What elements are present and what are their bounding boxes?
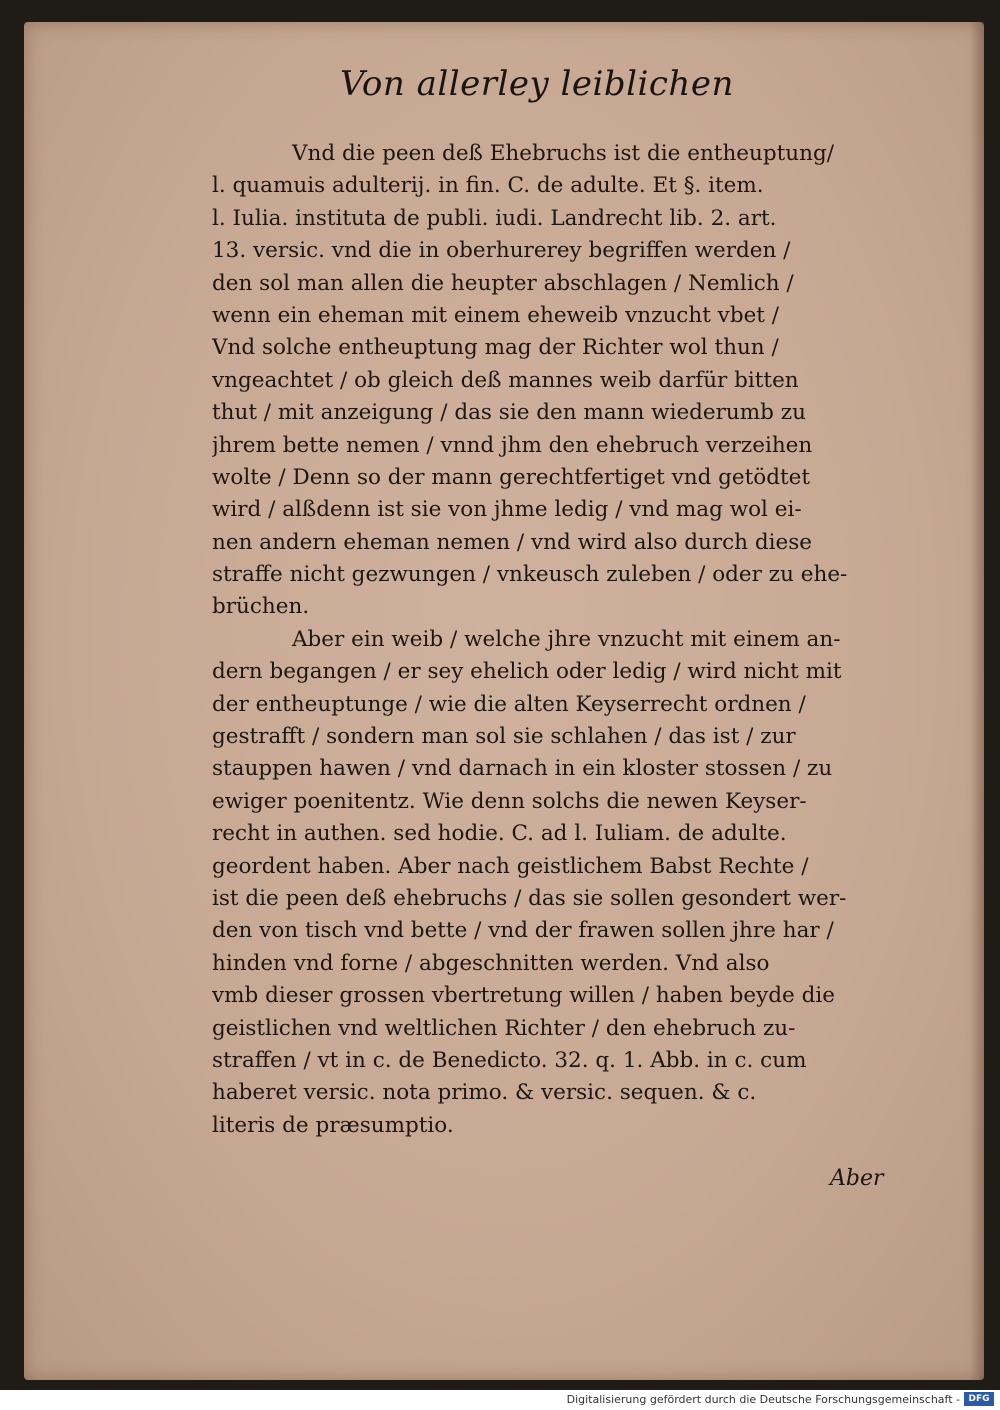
text-line: wird / alßdenn ist sie von jhme ledig / vnd mag wol ei- (212, 497, 802, 523)
text-line: thut / mit anzeigung / das sie den mann wiederumb zu (212, 400, 806, 426)
text-line: ewiger poenitentz. Wie denn solchs die newen Keyser- (212, 788, 807, 814)
text-line: literis de præsumptio. (212, 1112, 454, 1138)
text-line: Vnd solche entheuptung mag der Richter wol thun / (212, 335, 779, 361)
text-line: l. Iulia. instituta de publi. iudi. Landrecht lib. 2. art. (212, 205, 777, 231)
text-line: geordent haben. Aber nach geistlichem Babst Rechte / (212, 853, 809, 879)
text-line: wenn ein eheman mit einem eheweib vnzucht vbet / (212, 302, 780, 328)
footer-credit: Digitalisierung gefördert durch die Deutsche Forschungsgemeinschaft - (566, 1393, 960, 1406)
text-line: hinden vnd forne / abgeschnitten werden. Vnd also (212, 950, 770, 976)
text-line: ist die peen deß ehebruchs / das sie sollen gesondert wer- (212, 885, 847, 911)
text-line: haberet versic. nota primo. & versic. sequen. & c. (212, 1080, 757, 1106)
text-line: wolte / Denn so der mann gerechtfertiget vnd getödtet (212, 464, 811, 490)
text-line: der entheuptunge / wie die alten Keyserrecht ordnen / (212, 691, 806, 717)
page-edge-shadow (970, 22, 984, 1380)
text-line: brüchen. (212, 594, 310, 620)
text-line: recht in authen. sed hodie. C. ad l. Iuliam. de adulte. (212, 821, 787, 847)
text-line: dern begangen / er sey ehelich oder ledig / wird nicht mit (212, 659, 842, 685)
dfg-logo: DFG (964, 1392, 994, 1406)
page-header: Von allerley leiblichen (340, 64, 734, 104)
text-line: nen andern eheman nemen / vnd wird also durch diese (212, 529, 812, 555)
text-line: Aber ein weib / welche jhre vnzucht mit einem an- (292, 626, 841, 652)
text-line: vngeachtet / ob gleich deß mannes weib darfür bitten (212, 367, 799, 393)
text-line: den von tisch vnd bette / vnd der frawen sollen jhre har / (212, 918, 834, 944)
text-line: vmb dieser grossen vbertretung willen / haben beyde die (212, 983, 835, 1009)
catchword: Aber (830, 1166, 884, 1191)
text-line: stauppen hawen / vnd darnach in ein kloster stossen / zu (212, 756, 833, 782)
text-line: den sol man allen die heupter abschlagen / Nemlich / (212, 270, 794, 296)
text-line: l. quamuis adulterij. in fin. C. de adulte. Et §. item. (212, 173, 764, 199)
footer-bar (0, 1390, 1000, 1410)
text-line: geistlichen vnd weltlichen Richter / den ehebruch zu- (212, 1015, 796, 1041)
body-text (212, 138, 902, 1142)
text-line: gestrafft / sondern man sol sie schlahen / das ist / zur (212, 724, 796, 750)
text-line: straffe nicht gezwungen / vnkeusch zuleben / oder zu ehe- (212, 562, 848, 588)
text-line: 13. versic. vnd die in oberhurerey begriffen werden / (212, 238, 791, 264)
text-line: straffen / vt in c. de Benedicto. 32. q. 1. Abb. in c. cum (212, 1047, 807, 1073)
text-line: Vnd die peen deß Ehebruchs ist die entheuptung/ (292, 141, 834, 166)
text-line: jhrem bette nemen / vnnd jhm den ehebruch verzeihen (212, 432, 813, 458)
